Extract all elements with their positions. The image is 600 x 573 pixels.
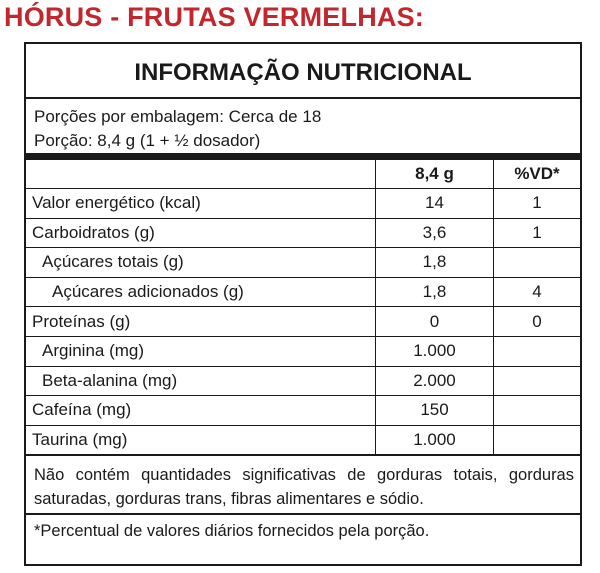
- nutrient-name: Proteínas (g): [26, 307, 376, 337]
- table-row: [26, 277, 580, 307]
- table-row: [26, 396, 580, 426]
- nutrient-name: Taurina (mg): [26, 425, 376, 454]
- serving-info: [26, 99, 580, 153]
- nutrient-quantity: 1,8: [376, 248, 494, 278]
- nutrition-table: [26, 160, 580, 454]
- table-row: [26, 248, 580, 278]
- servings-label: Porções por embalagem:: [34, 107, 224, 126]
- portion-size: Porção: 8,4 g (1 + ½ dosador): [34, 131, 261, 150]
- nutrient-name: Carboidratos (g): [26, 218, 376, 248]
- header-blank: [26, 160, 376, 189]
- nutrient-dv: 1: [494, 189, 581, 219]
- nutrient-dv: [494, 366, 581, 396]
- nutrient-quantity: 1,8: [376, 277, 494, 307]
- header-quantity: 8,4 g: [376, 160, 494, 189]
- table-row: [26, 366, 580, 396]
- nutrient-dv: [494, 425, 581, 454]
- nutrient-name: Beta-alanina (mg): [26, 366, 376, 396]
- nutrient-dv: 0: [494, 307, 581, 337]
- table-row: [26, 336, 580, 366]
- nutrient-quantity: 14: [376, 189, 494, 219]
- servings-per-package: [34, 105, 580, 129]
- nutrient-name: Arginina (mg): [26, 336, 376, 366]
- table-header-row: [26, 160, 580, 189]
- panel-heading: INFORMAÇÃO NUTRICIONAL: [26, 44, 580, 99]
- thick-divider: [26, 153, 580, 160]
- nutrition-facts-panel: [24, 42, 582, 566]
- nutrient-dv: [494, 396, 581, 426]
- nutrient-dv: [494, 336, 581, 366]
- nutrient-name: Açúcares totais (g): [26, 248, 376, 278]
- nutrient-dv: [494, 248, 581, 278]
- product-title: HÓRUS - FRUTAS VERMELHAS:: [4, 2, 424, 32]
- daily-value-note: *Percentual de valores diários fornecidos pela porção.: [26, 513, 580, 542]
- nutrient-name: Cafeína (mg): [26, 396, 376, 426]
- nutrient-name: Açúcares adicionados (g): [26, 277, 376, 307]
- table-row: [26, 218, 580, 248]
- nutrient-quantity: 0: [376, 307, 494, 337]
- nutrient-name: Valor energético (kcal): [26, 189, 376, 219]
- table-row: [26, 425, 580, 454]
- nutrient-dv: 4: [494, 277, 581, 307]
- not-significant-note: Não contém quantidades significativas de gorduras totais, gorduras saturadas, gorduras trans, fibras alimentares e sódio.: [26, 454, 580, 513]
- nutrient-quantity: 150: [376, 396, 494, 426]
- nutrient-quantity: 3,6: [376, 218, 494, 248]
- nutrient-quantity: 1.000: [376, 336, 494, 366]
- servings-value: Cerca de 18: [223, 107, 322, 126]
- table-row: [26, 307, 580, 337]
- nutrient-dv: 1: [494, 218, 581, 248]
- nutrient-quantity: 2.000: [376, 366, 494, 396]
- header-dv: %VD*: [494, 160, 581, 189]
- table-row: [26, 189, 580, 219]
- nutrient-quantity: 1.000: [376, 425, 494, 454]
